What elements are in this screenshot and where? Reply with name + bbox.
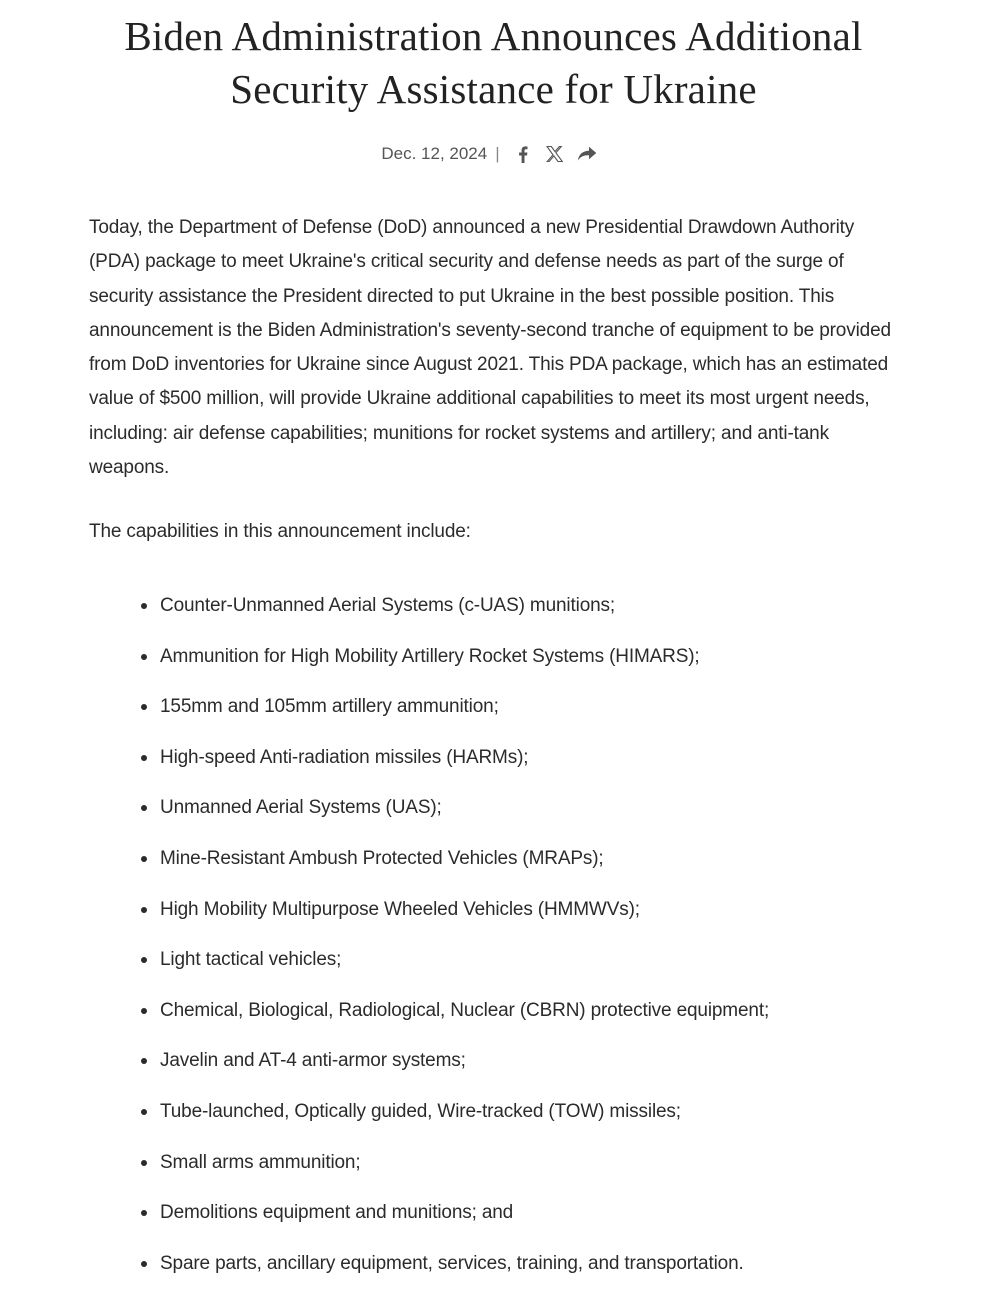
list-item [0, 689, 987, 740]
list-item-text: Tube-launched, Optically guided, Wire-tracked (TOW) missiles; [160, 1100, 681, 1122]
list-item [0, 790, 987, 841]
meta-separator: | [495, 144, 500, 163]
list-item-text: Small arms ammunition; [160, 1151, 361, 1173]
x-icon[interactable] [542, 142, 568, 166]
bullet-icon [141, 1008, 147, 1014]
bullet-icon [141, 907, 147, 913]
list-item-text: Unmanned Aerial Systems (UAS); [160, 797, 442, 819]
bullet-icon [141, 1210, 147, 1216]
capabilities-list [0, 588, 987, 1296]
list-item [0, 1043, 987, 1094]
bullet-icon [141, 805, 147, 811]
list-item-text: Javelin and AT-4 anti-armor systems; [160, 1050, 466, 1072]
capabilities-intro: The capabilities in this announcement include: [89, 521, 471, 542]
bullet-icon [141, 1160, 147, 1166]
list-item [0, 1246, 987, 1296]
list-item-text: High-speed Anti-radiation missiles (HARMs); [160, 746, 529, 768]
publish-date: Dec. 12, 2024 [381, 144, 488, 163]
list-item [0, 1145, 987, 1196]
list-item [0, 892, 987, 943]
list-item-text: Ammunition for High Mobility Artillery Rocket Systems (HIMARS); [160, 645, 700, 667]
share-arrow-icon[interactable] [574, 142, 600, 166]
bullet-icon [141, 755, 147, 761]
list-item [0, 841, 987, 892]
article-meta [0, 140, 987, 168]
facebook-icon[interactable] [510, 142, 536, 166]
list-item-text: Spare parts, ancillary equipment, services, training, and transportation. [160, 1252, 744, 1274]
list-item-text: Demolitions equipment and munitions; and [160, 1202, 514, 1224]
bullet-icon [141, 654, 147, 660]
list-item [0, 639, 987, 690]
article-title: Biden Administration Announces Additional Security Assistance for Ukraine [124, 13, 863, 112]
list-item [0, 993, 987, 1044]
bullet-icon [141, 704, 147, 710]
article-paragraph: Today, the Department of Defense (DoD) announced a new Presidential Drawdown Authority (PDA) package to meet Ukraine's critical security and defense needs as part of the surge of security assistance the President directed to put Ukraine in the best possible position. This announcement is the Biden Administration's seventy-second tranche of equipment to be provided from DoD inventories for Ukraine since August 2021. This PDA package, which has an estimated value of $500 million, will provide Ukraine additional capabilities to meet its most urgent needs, including: air defense capabilities; munitions for rocket systems and artillery; and anti-tank weapons. [89, 217, 891, 479]
bullet-icon [141, 1261, 147, 1267]
list-item-text: 155mm and 105mm artillery ammunition; [160, 696, 499, 718]
bullet-icon [141, 856, 147, 862]
bullet-icon [141, 603, 147, 609]
bullet-icon [141, 1109, 147, 1115]
list-item [0, 588, 987, 639]
list-item [0, 1094, 987, 1145]
bullet-icon [141, 957, 147, 963]
list-item [0, 740, 987, 791]
list-item-text: Light tactical vehicles; [160, 949, 342, 971]
list-item-text: Counter-Unmanned Aerial Systems (c-UAS) munitions; [160, 595, 616, 616]
list-item-text: Mine-Resistant Ambush Protected Vehicles (MRAPs); [160, 847, 604, 869]
list-item [0, 942, 987, 993]
bullet-icon [141, 1058, 147, 1064]
list-item-text: High Mobility Multipurpose Wheeled Vehicles (HMMWVs); [160, 898, 640, 920]
list-item [0, 1195, 987, 1246]
list-item-text: Chemical, Biological, Radiological, Nuclear (CBRN) protective equipment; [160, 999, 770, 1021]
